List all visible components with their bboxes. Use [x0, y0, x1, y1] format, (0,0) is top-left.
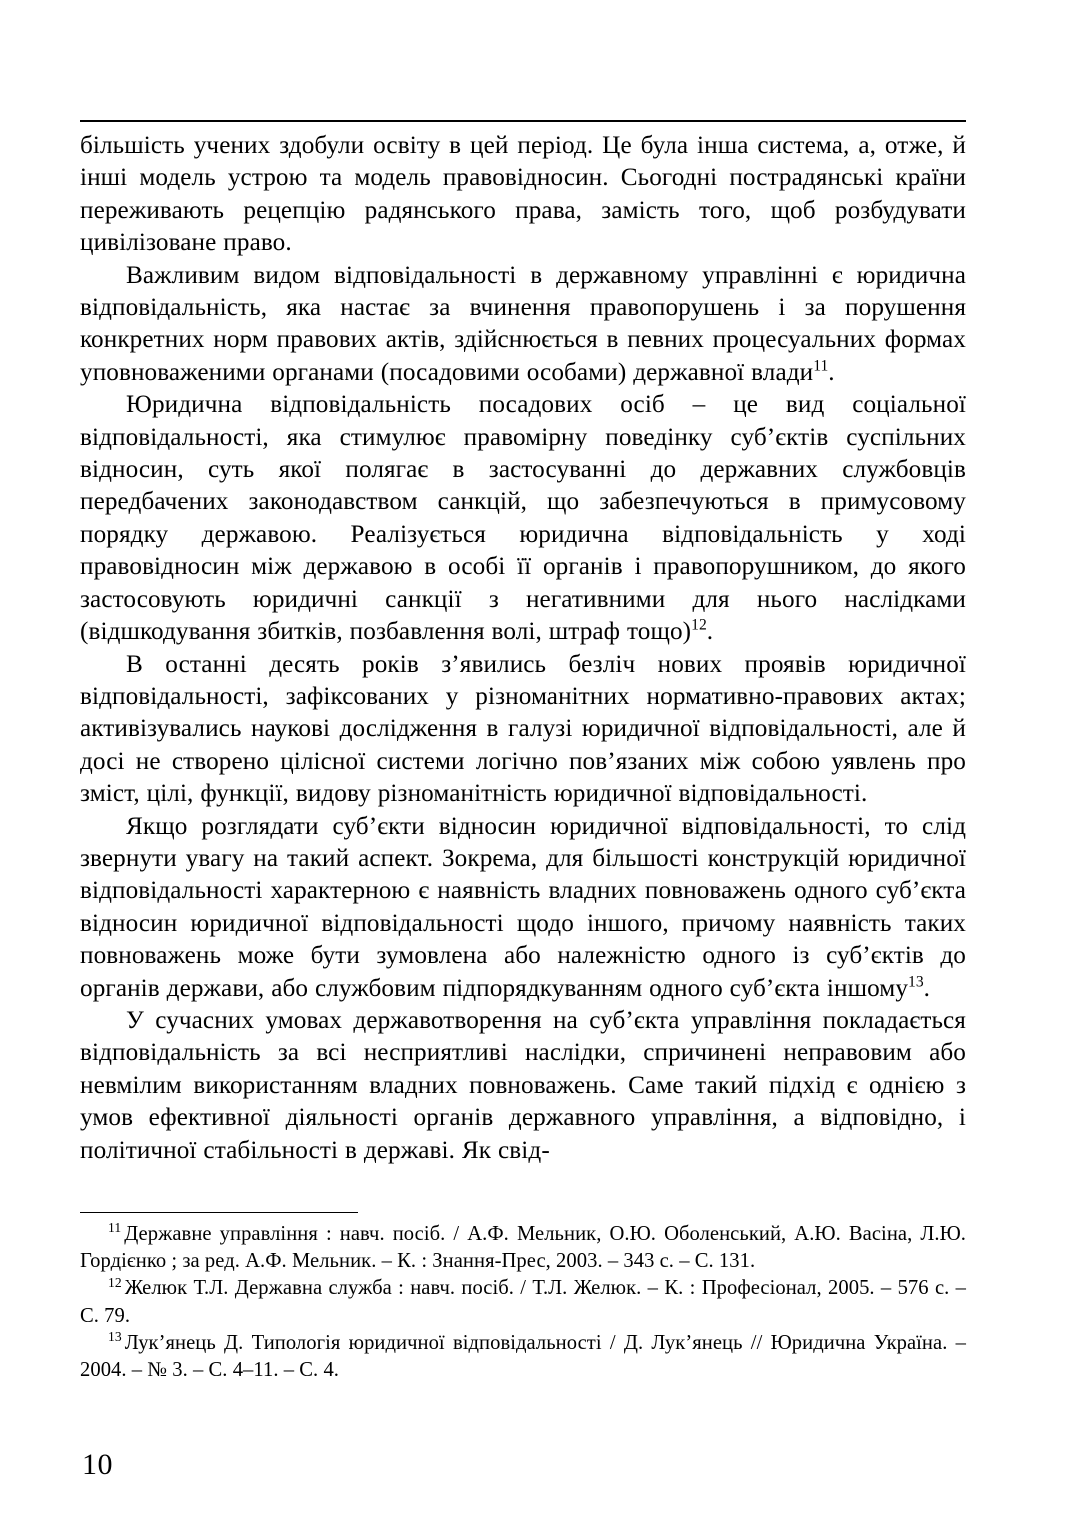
paragraph-6-text: У сучасних умовах державотворення на суб’єкта управління покладається відповідальність за всі несприятливі наслідки, спричинені неправовим або невмілим використанням владних повноважень. Саме такий підхід є однією з умов ефективної діяльності органів державного управління, а відповідно, і політичної стабільності в державі. Як свід- [80, 1006, 966, 1164]
footnote-separator-rule [80, 1212, 358, 1213]
footnote-item-11 [80, 1221, 966, 1275]
paragraph-2-text: Важливим видом відповідальності в державному управлінні є юридична відповідальність, яка настає за вчинення правопорушень і за порушення конкретних норм правових актів, здійснюється в певних процесуальних формах уповноваженими органами (посадовими особами) державної влади [80, 261, 966, 386]
footnote-number-12: 12 [108, 1274, 122, 1290]
footnote-text-11: Державне управління : навч. посіб. / А.Ф. Мельник, О.Ю. Оболенський, А.Ю. Васіна, Л.Ю. Гордієнко ; за ред. А.Ф. Мельник. – К. : Знання-Прес, 2003. – 343 с. – С. 131. [80, 1223, 966, 1273]
paragraph-3-text-tail: . [706, 618, 714, 646]
footnotes-section [80, 1212, 966, 1384]
footnote-reference-13[interactable]: 13 [908, 973, 924, 991]
header-rule [80, 120, 966, 122]
body-text-block [80, 130, 966, 1167]
paragraph-4 [80, 649, 966, 811]
paragraph-5-text: Якщо розглядати суб’єкти відносин юридичної відповідальності, то слід звернути увагу на такий аспект. Зокрема, для більшості конструкцій юридичної відповідальності характерною є наявність владних повноважень одного суб’єкта відносин юридичної відповідальності щодо іншого, причому наявність таких повноважень може бути зумовлена або належністю одного із суб’єктів до органів держави, або службовим підпорядкуванням одного суб’єкта іншому [80, 812, 966, 1002]
paragraph-1 [80, 130, 966, 260]
footnote-item-12 [80, 1275, 966, 1329]
paragraph-2 [80, 260, 966, 390]
footnote-reference-12[interactable]: 12 [691, 616, 707, 634]
paragraph-2-text-tail: . [828, 358, 835, 386]
paragraph-3 [80, 389, 966, 648]
paragraph-5-text-tail: . [923, 974, 931, 1002]
footnote-reference-11[interactable]: 11 [813, 357, 829, 375]
paragraph-4-text: В останні десять років з’явились безліч нових проявів юридичної відповідальності, зафіксованих у різноманітних нормативно-правових актах; активізувались наукові дослідження в галузі юридичної відповідальності, але й досі не створено цілісної системи логічно пов’язаних між собою уявлень про зміст, цілі, функції, видову різноманітність юридичної відповідальності. [80, 650, 966, 808]
paragraph-6 [80, 1005, 966, 1167]
footnote-item-13 [80, 1330, 966, 1384]
paragraph-3-text: Юридична відповідальність посадових осіб – це вид соціальної відповідальності, яка стимулює правомірну поведінку суб’єктів суспільних відносин, суть якої полягає в застосуванні до державних службовців передбачених законодавством санкцій, що забезпечуються в примусовому порядку державою. Реалізується юридична відповідальність у ході правовідносин між державою в особі її органів і правопорушником, до якого застосовують юридичні санкції з негативними для нього наслідками (відшкодування збитків, позбавлення волі, штраф тощо) [80, 391, 966, 646]
paragraph-1-text: більшість учених здобули освіту в цей період. Це була інша система, а, отже, й інші модель устрою та модель правовідносин. Сьогодні пострадянські країни переживають рецепцію радянського права, замість того, щоб розбудувати цивілізоване право. [80, 132, 966, 257]
footnote-text-12: Желюк Т.Л. Державна служба : навч. посіб. / Т.Л. Желюк. – К. : Професіонал, 2005. – 576 с. – С. 79. [80, 1277, 966, 1327]
text-column [80, 120, 966, 1167]
footnote-number-13: 13 [108, 1328, 122, 1344]
footnote-number-11: 11 [108, 1220, 122, 1236]
page-number: 10 [82, 1448, 113, 1481]
footnote-text-13: Лук’янець Д. Типологія юридичної відповідальності / Д. Лук’янець // Юридична Україна. – 2004. – № 3. – С. 4–11. – С. 4. [80, 1331, 966, 1382]
paragraph-5 [80, 811, 966, 1005]
